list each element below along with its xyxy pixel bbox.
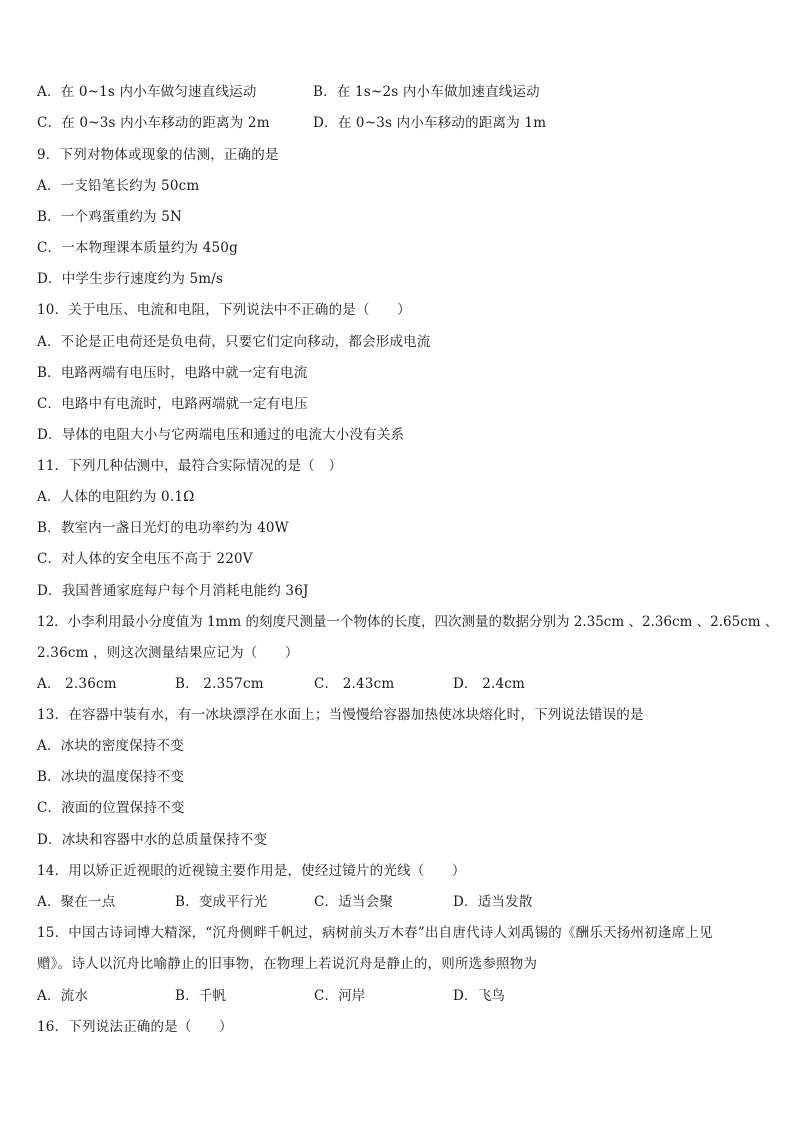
q15-option-b: B．千帆 [175,988,227,1004]
q14-option-d: D．适当发散 [453,894,533,910]
q12-option-b: B． 2.357cm [175,676,264,692]
q15-option-c: C．河岸 [314,988,366,1004]
q14-option-a: A．聚在一点 [37,894,116,910]
q15-option-d: D．飞鸟 [453,988,506,1004]
q9-option-a: A．一支铅笔长约为 50cm [37,178,200,194]
q9-option-d: D．中学生步行速度约为 5m/s [37,271,224,287]
q15-stem-line1: 15．中国古诗词博大精深，“沉舟侧畔千帆过，病树前头万木春”出自唐代诗人刘禹锡的《酬乐天扬州初逢席上见 [37,925,713,941]
q8-option-c: C．在 0~3s 内小车移动的距离为 2m [37,115,270,131]
q8-option-a: A．在 0~1s 内小车做匀速直线运动 [37,84,257,100]
q14-stem: 14．用以矫正近视眼的近视镜主要作用是，使经过镜片的光线（ ） [37,863,466,879]
q12-stem-line2: 2.36cm ，则这次测量结果应记为（ ） [37,645,299,661]
q12-option-c: C． 2.43cm [314,676,395,692]
q8-option-b: B．在 1s~2s 内小车做加速直线运动 [313,84,540,100]
q13-option-c: C．液面的位置保持不变 [37,800,185,816]
q8-option-d: D．在 0~3s 内小车移动的距离为 1m [313,115,547,131]
q11-option-a: A．人体的电阻约为 0.1Ω [37,489,195,505]
q14-option-b: B．变成平行光 [175,894,268,910]
q9-option-c: C．一本物理课本质量约为 450g [37,240,238,256]
q12-stem-line1: 12．小李利用最小分度值为 1mm 的刻度尺测量一个物体的长度，四次测量的数据分别为 2.35cm 、2.36cm 、2.65cm 、 [37,614,779,630]
q15-stem-line2: 赠》。诗人以沉舟比喻静止的旧事物，在物理上若说沉舟是静止的，则所选参照物为 [37,956,538,972]
q10-stem: 10．关于电压、电流和电阻，下列说法中不正确的是（ ） [37,302,411,318]
q11-option-d: D．我国普通家庭每户每个月消耗电能约 36J [37,583,309,599]
q14-option-c: C．适当会聚 [314,894,394,910]
q10-option-b: B．电路两端有电压时，电路中就一定有电流 [37,365,308,381]
q13-stem: 13．在容器中装有水，有一冰块漂浮在水面上；当慢慢给容器加热使冰块熔化时，下列说法错误的是 [37,707,644,723]
q11-stem: 11．下列几种估测中，最符合实际情况的是（ ） [37,458,343,474]
q9-stem: 9．下列对物体或现象的估测，正确的是 [37,147,279,163]
q15-option-a: A．流水 [37,988,89,1004]
q11-option-c: C．对人体的安全电压不高于 220V [37,551,253,567]
q12-option-d: D． 2.4cm [453,676,526,692]
q13-option-a: A．冰块的密度保持不变 [37,738,184,754]
q12-option-a: A． 2.36cm [37,676,117,692]
q10-option-d: D．导体的电阻大小与它两端电压和通过的电流大小没有关系 [37,427,405,443]
q13-option-b: B．冰块的温度保持不变 [37,769,185,785]
q11-option-b: B．教室内一盏日光灯的电功率约为 40W [37,520,289,536]
q13-option-d: D．冰块和容器中水的总质量保持不变 [37,832,268,848]
q10-option-c: C．电路中有电流时，电路两端就一定有电压 [37,396,308,412]
q10-option-a: A．不论是正电荷还是负电荷，只要它们定向移动，都会形成电流 [37,334,431,350]
q9-option-b: B．一个鸡蛋重约为 5N [37,209,183,225]
q16-stem: 16．下列说法正确的是（ ） [37,1019,233,1035]
